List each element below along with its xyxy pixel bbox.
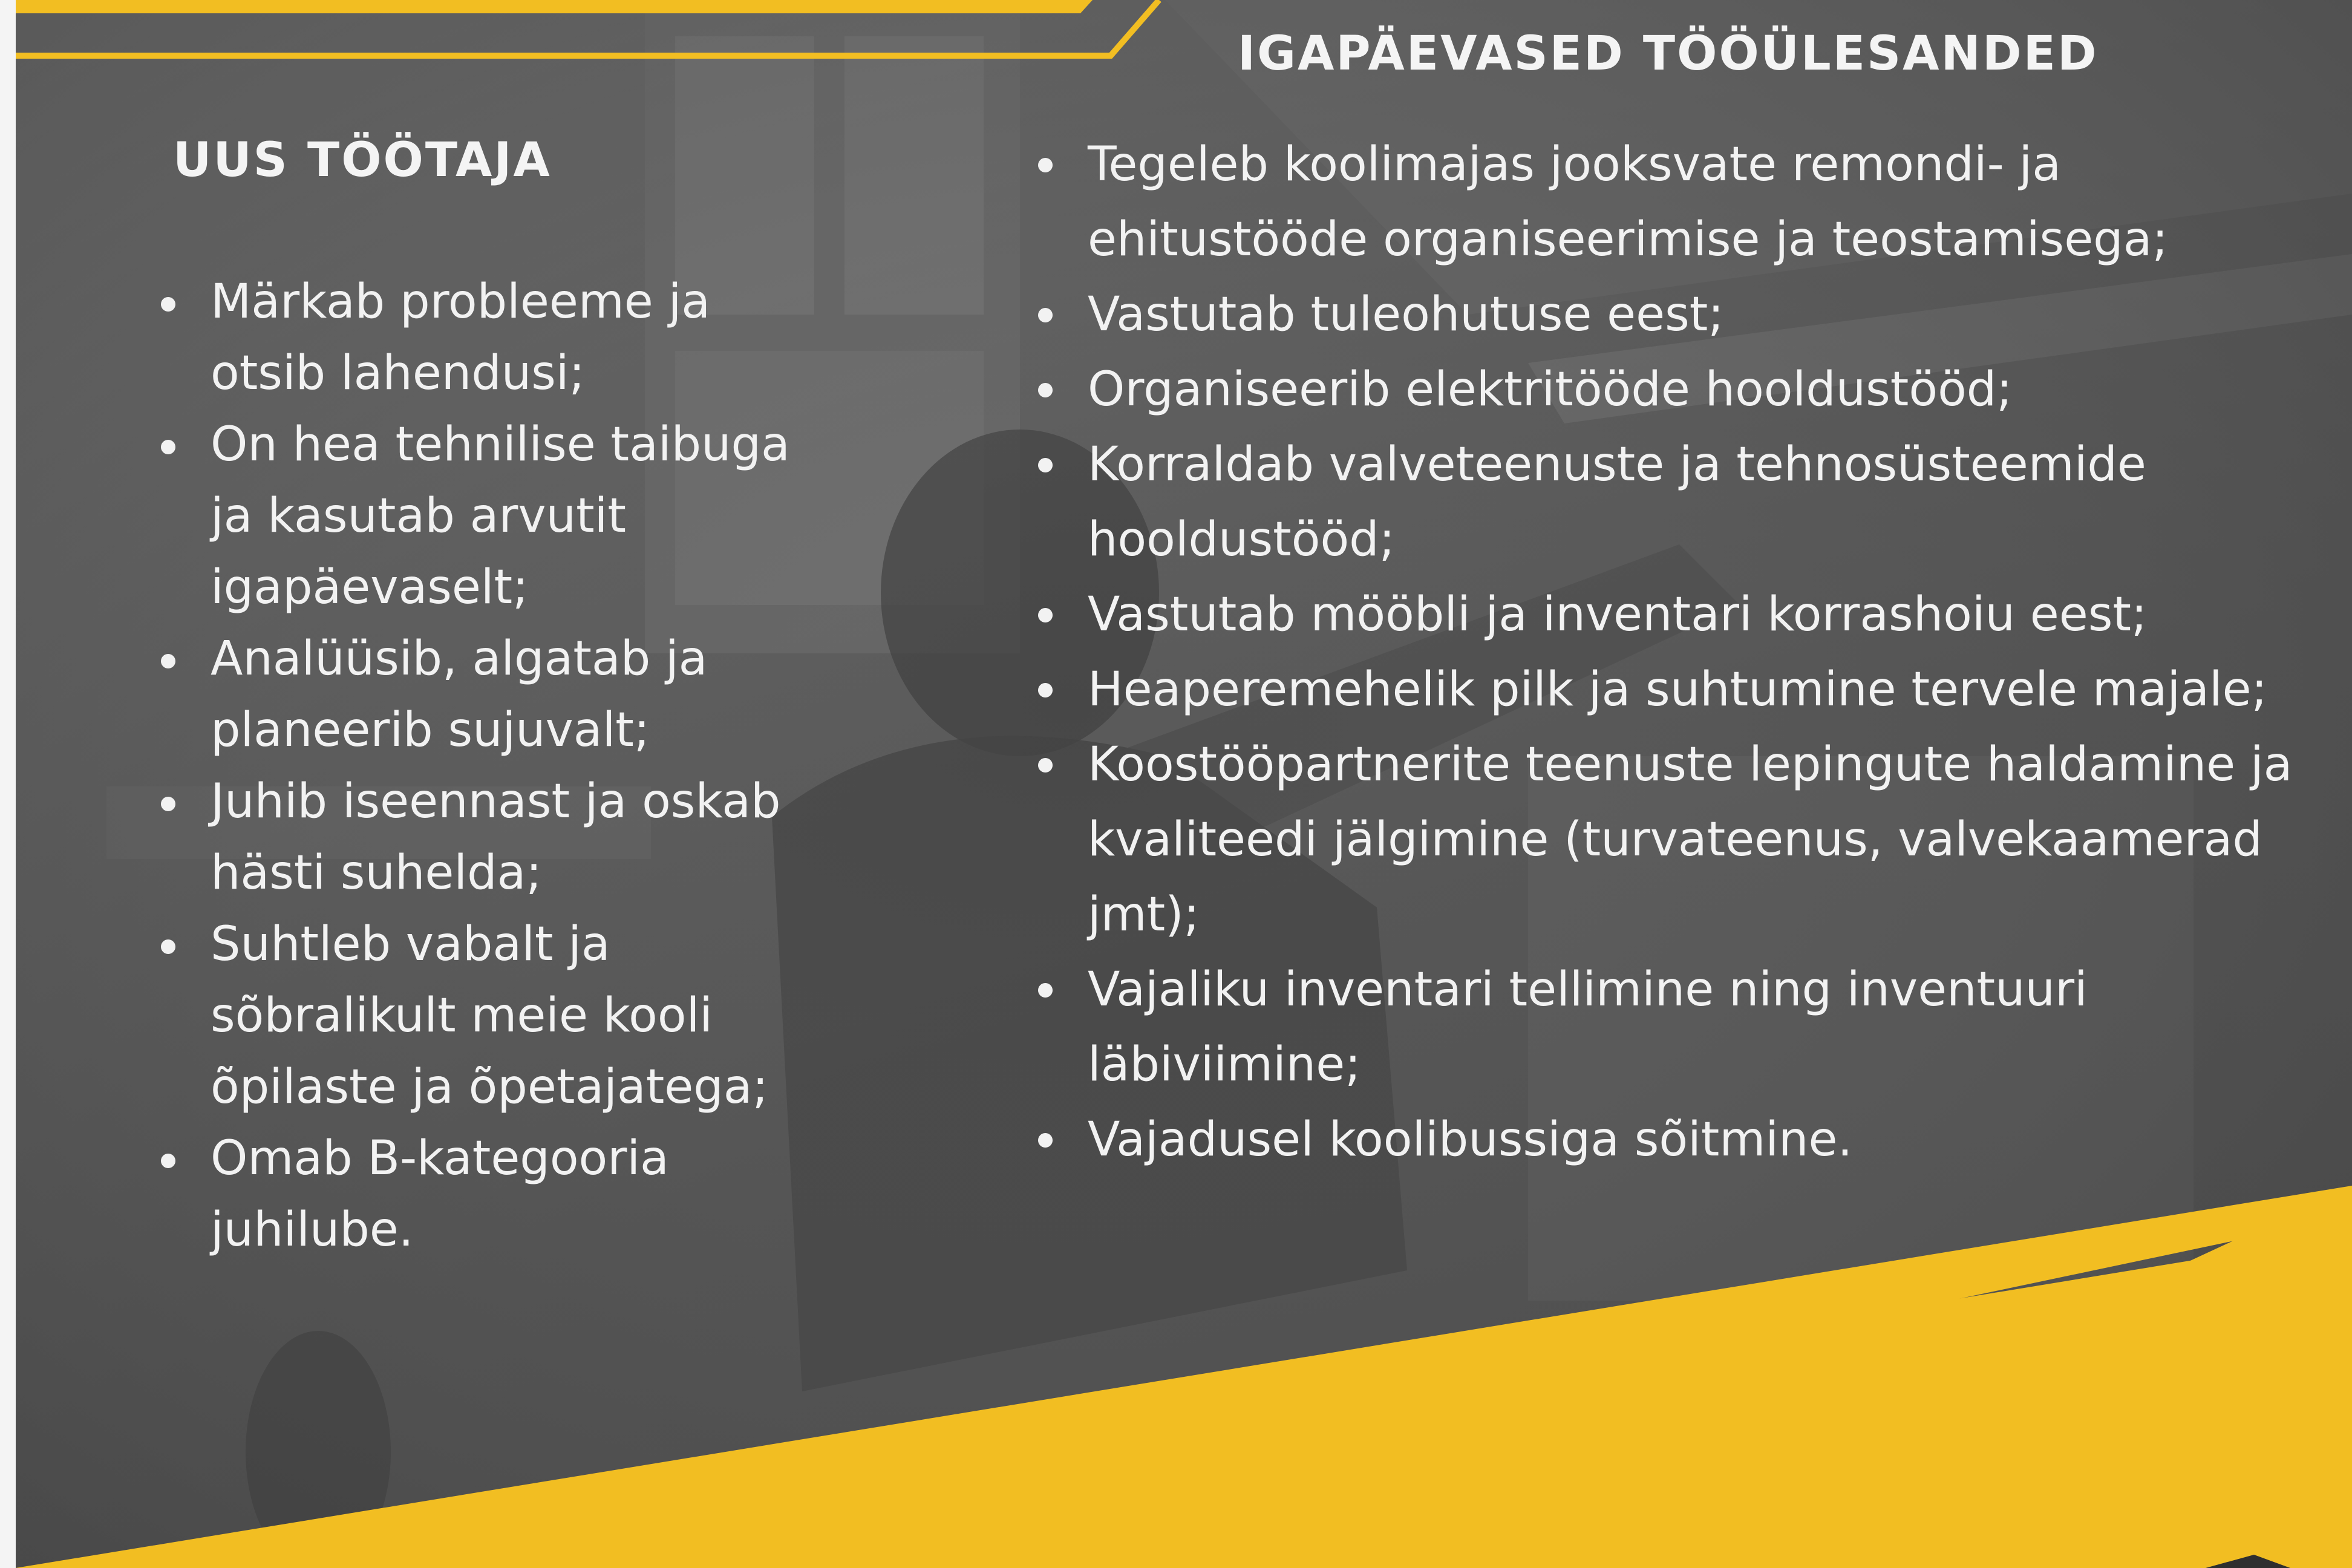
list-item: On hea tehnilise taibuga ja kasutab arvutit igapäevaselt; xyxy=(161,409,814,623)
list-item: Märkab probleeme ja otsib lahendusi; xyxy=(161,266,814,409)
job-poster xyxy=(16,0,2352,1568)
right-section-title: IGAPÄEVASED TÖÖÜLESANDED xyxy=(1238,27,2099,81)
list-item: Tegeleb koolimajas jooksvate remondi- ja ehitustööde organiseerimise ja teostamisega; xyxy=(1038,127,2333,277)
list-item: Vastutab mööbli ja inventari korrashoiu eest; xyxy=(1038,577,2333,652)
list-item: Juhib iseennast ja oskab hästi suhelda; xyxy=(161,766,814,909)
list-item: Vajadusel koolibussiga sõitmine. xyxy=(1038,1102,2333,1177)
list-item: Vastutab tuleohutuse eest; xyxy=(1038,277,2333,352)
list-item: Vajaliku inventari tellimine ning inventuuri läbiviimine; xyxy=(1038,952,2333,1102)
list-item: Suhtleb vabalt ja sõbralikult meie kooli õpilaste ja õpetajatega; xyxy=(161,909,814,1123)
list-item: Koostööpartnerite teenuste lepingute haldamine ja kvaliteedi jälgimine (turvateenus, valvekaamerad jmt); xyxy=(1038,727,2333,952)
duties-list xyxy=(1038,127,2333,1177)
list-item: Korraldab valveteenuste ja tehnosüsteemide hooldustööd; xyxy=(1038,427,2333,577)
left-section-title: UUS TÖÖTAJA xyxy=(173,133,552,188)
requirements-list xyxy=(161,266,814,1266)
list-item: Heaperemehelik pilk ja suhtumine tervele majale; xyxy=(1038,652,2333,727)
list-item: Analüüsib, algatab ja planeerib sujuvalt; xyxy=(161,623,814,766)
list-item: Omab B-kategooria juhilube. xyxy=(161,1123,814,1266)
list-item: Organiseerib elektritööde hooldustööd; xyxy=(1038,352,2333,427)
